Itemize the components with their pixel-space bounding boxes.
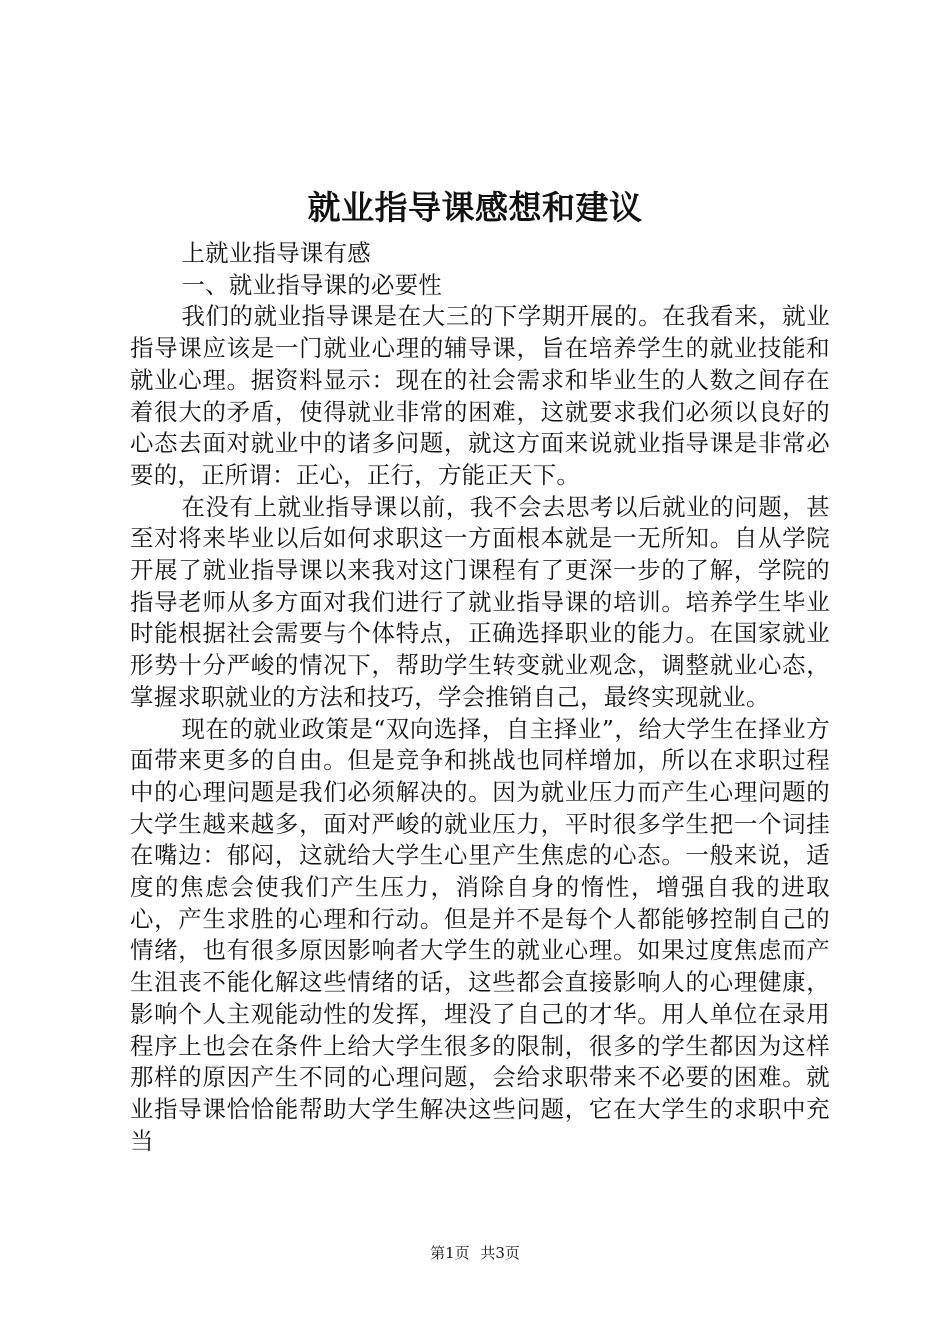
paragraph-3: 现在的就业政策是“双向选择，自主择业”，给大学生在择业方面带来更多的自由。但是竞争和挑战也同样增加，所以在求职过程中的心理问题是我们必须解决的。因为就业压力而产生心理问题的大学生越来越多，面对严峻的就业压力，平时很多学生把一个词挂在嘴边：郁闷，这就给大学生心里产生焦虑的心态。一般来说，适度的焦虑会使我们产生压力，消除自身的惰性，增强自我的进取心，产生求胜的心理和行动。但是并不是每个人都能够控制自己的情绪，也有很多原因影响者大学生的就业心理。如果过度焦虑而产生沮丧不能化解这些情绪的话，这些都会直接影响人的心理健康，影响个人主观能动性的发挥，埋没了自己的才华。用人单位在录用程序上也会在条件上给大学生很多的限制，很多的学生都因为这样那样的原因产生不同的心理问题，会给求职带来不必要的困难。就业指导课恰恰能帮助大学生解决这些问题，它在大学生的求职中充当 (130, 714, 830, 1155)
page-footer (0, 1243, 950, 1263)
document-title: 就业指导课感想和建议 (307, 188, 643, 227)
document-body (130, 238, 830, 1157)
paragraph-1: 我们的就业指导课是在大三的下学期开展的。在我看来，就业指导课应该是一门就业心理的辅导课，旨在培养学生的就业技能和就业心理。据资料显示：现在的社会需求和毕业生的人数之间存在着很大的矛盾，使得就业非常的困难，这就要求我们必须以良好的心态去面对就业中的诸多问题，就这方面来说就业指导课是非常必要的，正所谓：正心，正行，方能正天下。 (130, 302, 830, 489)
document-subtitle: 上就业指导课有感 (181, 239, 371, 267)
page-number: 第1页 (430, 1244, 470, 1262)
paragraph-2: 在没有上就业指导课以前，我不会去思考以后就业的问题，甚至对将来毕业以后如何求职这一方面根本就是一无所知。自从学院开展了就业指导课以来我对这门课程有了更深一步的了解，学院的指导老师从多方面对我们进行了就业指导课的培训。培养学生毕业时能根据社会需要与个体特点，正确选择职业的能力。在国家就业形势十分严峻的情况下，帮助学生转变就业观念，调整就业心态，掌握求职就业的方法和技巧，学会推销自己，最终实现就业。 (130, 492, 830, 711)
page-total: 共3页 (480, 1244, 520, 1262)
section-heading: 一、就业指导课的必要性 (181, 270, 443, 299)
